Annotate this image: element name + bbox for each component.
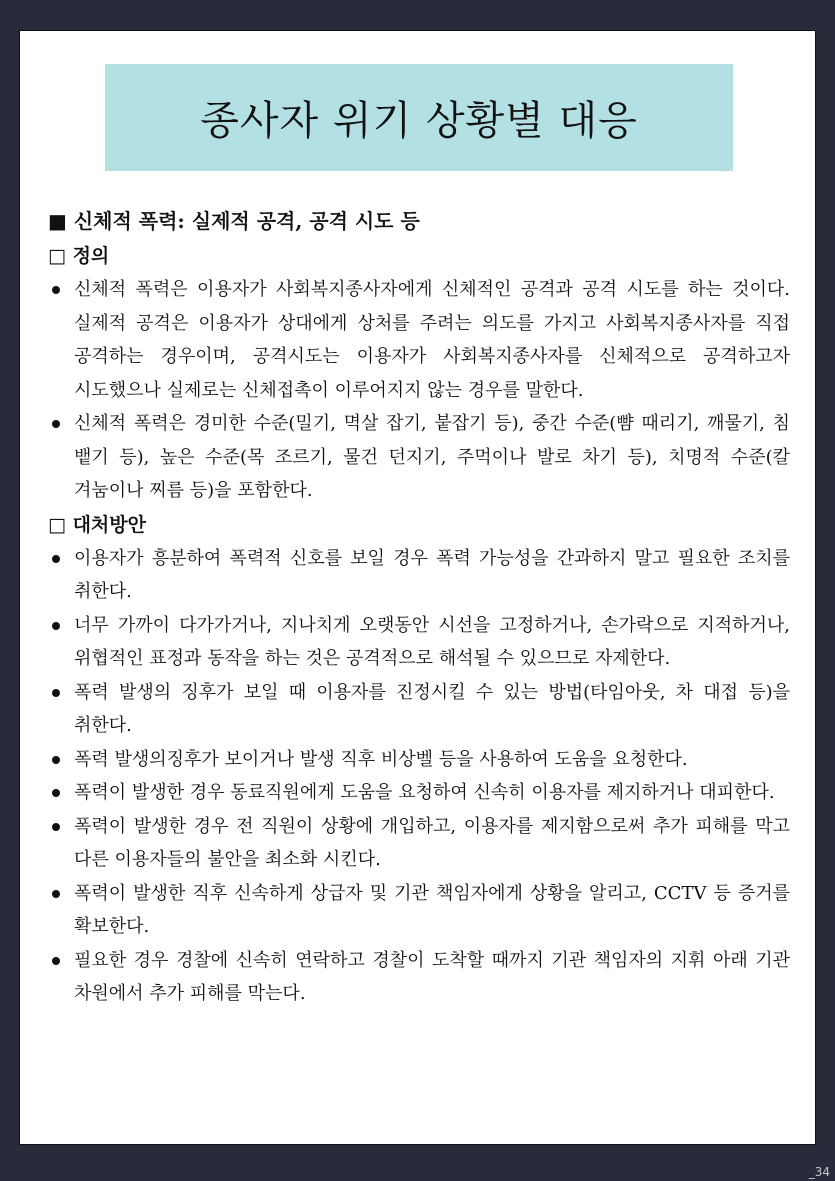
bullet-icon: [52, 823, 60, 831]
response-item-text: 폭력 발생의징후가 보이거나 발생 직후 비상벨 등을 사용하여 도움을 요청한다.: [74, 748, 688, 770]
response-list: [48, 542, 790, 1011]
response-item-text: 폭력 발생의 징후가 보일 때 이용자를 진정시킬 수 있는 방법(타임아웃, 차 대접 등)을 취한다.: [74, 681, 790, 736]
response-item: [48, 609, 790, 676]
page-title: 종사자 위기 상황별 대응: [200, 98, 638, 144]
definition-item: [48, 273, 790, 407]
response-item-text: 폭력이 발생한 직후 신속하게 상급자 및 기관 책임자에게 상황을 알리고, CCTV 등 증거를 확보한다.: [74, 882, 790, 937]
title-banner: [105, 64, 733, 171]
bullet-icon: [52, 622, 60, 630]
bullet-icon: [52, 890, 60, 898]
response-item: [48, 877, 790, 944]
response-item: [48, 743, 790, 777]
bullet-icon: [52, 789, 60, 797]
response-item-text: 필요한 경우 경찰에 신속히 연락하고 경찰이 도착할 때까지 기관 책임자의 지휘 아래 기관 차원에서 추가 피해를 막는다.: [74, 949, 790, 1004]
bullet-icon: [52, 756, 60, 764]
bullet-icon: [52, 689, 60, 697]
bullet-icon: [52, 286, 60, 294]
response-item: [48, 776, 790, 810]
definition-item-text: 신체적 폭력은 경미한 수준(밀기, 멱살 잡기, 붙잡기 등), 중간 수준(뺨 때리기, 깨물기, 침 뱉기 등), 높은 수준(목 조르기, 물건 던지기, 주먹이나 발로 차기 등), 치명적 수준(칼 겨눔이나 찌름 등)을 포함한다.: [74, 413, 790, 501]
response-item: [48, 810, 790, 877]
definition-heading: □ 정의: [48, 245, 110, 267]
page-number: _34: [808, 1165, 830, 1179]
response-item-text: 폭력이 발생한 경우 전 직원이 상황에 개입하고, 이용자를 제지함으로써 추가 피해를 막고 다른 이용자들의 불안을 최소화 시킨다.: [74, 815, 790, 870]
response-item-text: 폭력이 발생한 경우 동료직원에게 도움을 요청하여 신속히 이용자를 제지하거나 대피한다.: [74, 782, 775, 803]
response-item-text: 이용자가 흥분하여 폭력적 신호를 보일 경우 폭력 가능성을 간과하지 말고 필요한 조치를 취한다.: [74, 547, 790, 602]
response-item: [48, 676, 790, 743]
response-item-text: 너무 가까이 다가가거나, 지나치게 오랫동안 시선을 고정하거나, 손가락으로 지적하거나, 위협적인 표정과 동작을 하는 것은 공격적으로 해석될 수 있으므로 자제한다.: [74, 614, 790, 669]
document-page: [19, 30, 816, 1145]
document-body: [48, 203, 790, 1011]
bullet-icon: [52, 420, 60, 428]
definition-list: [48, 273, 790, 508]
section-heading: ■ 신체적 폭력: 실제적 공격, 공격 시도 등: [48, 209, 420, 233]
definition-item: [48, 407, 790, 508]
definition-item-text: 신체적 폭력은 이용자가 사회복지종사자에게 신체적인 공격과 공격 시도를 하는 것이다. 실제적 공격은 이용자가 상대에게 상처를 주려는 의도를 가지고 사회복지종사자를 직접 공격하는 경우이며, 공격시도는 이용자가 사회복지종사자를 신체적으로 공격하고자 시도했으나 실제로는 신체접촉이 이루어지지 않는 경우를 말한다.: [74, 279, 790, 401]
response-heading: □ 대처방안: [48, 513, 146, 536]
response-item: [48, 542, 790, 609]
bullet-icon: [52, 957, 60, 965]
response-item: [48, 944, 790, 1011]
bullet-icon: [52, 555, 60, 563]
